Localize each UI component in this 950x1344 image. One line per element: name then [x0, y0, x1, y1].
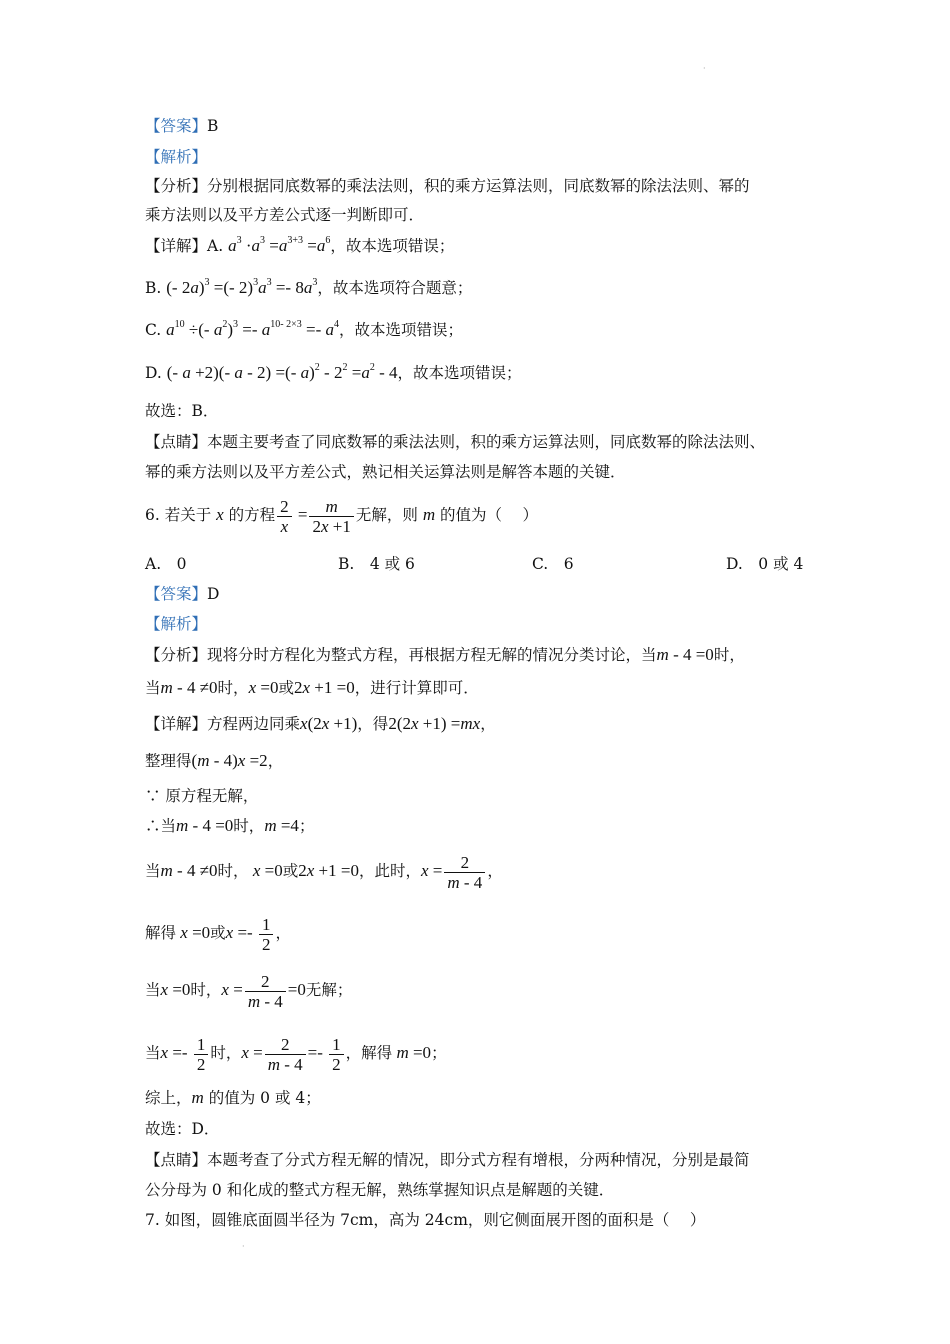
detail-tag: 【详解】 — [145, 237, 208, 255]
page-mark-bottom: · — [242, 1242, 245, 1251]
dianjing-tag: 【点睛】 — [145, 1151, 208, 1169]
q5-answer-line — [145, 116, 218, 136]
fenxi-tag: 【分析】 — [145, 177, 208, 195]
q5-dianjing-line1: 【点睛】本题主要考查了同底数幂的乘法法则，积的乘方运算法则，同底数幂的除法法则、 — [145, 433, 766, 451]
q6-case3: 当x =0时，x = $\frac{2}{m - 4}$ =0无解； — [145, 971, 353, 1011]
q6-dianjing-line2: 公分母为 0 和化成的整式方程无解，熟练掌握知识点是解题的关键． — [145, 1181, 615, 1199]
q6-dianjing-line1: 【点睛】本题考查了分式方程无解的情况，即分式方程有增根，分两种情况，分别是最简 — [145, 1151, 750, 1169]
answer-value: D — [207, 585, 220, 603]
formula-b: (- 2a)$^3$ =(- $2)^3a^3 =- 8a^3$ — [166, 277, 318, 297]
fraction-2-over-m4: $\frac{2}{m - 4}$ — [265, 1035, 306, 1074]
answer-tag: 【答案】 — [145, 585, 208, 603]
answer-value: B — [207, 117, 219, 135]
q5-option-c: C. $a^{10}$ ÷(- $a^2)^3 =- a^{10- 2\times 3} =- a^4$，故本选项错误； — [145, 319, 463, 339]
q6-fenxi-line2: 当m - 4 ≠0时，x =0或2x +1 =0，进行计算即可． — [145, 678, 479, 697]
q5-dianjing-line2: 幂的乘方法则以及平方差公式，熟记相关运算法则是解答本题的关键． — [145, 463, 626, 481]
q6-answer-line — [145, 584, 219, 604]
q5-analysis-tag: 【解析】 — [145, 148, 208, 166]
page-mark-top: · — [703, 64, 706, 73]
q5-option-b: B. (- 2a)$^3$ =(- $2)^3a^3 =- 8a^3$，故本选项符合题意； — [145, 277, 473, 297]
q6-option-d[interactable]: D. 0 或 4 — [726, 555, 804, 573]
q6-detail-line1: 【详解】方程两边同乘x(2x +1)，得2(2x +1) =mx， — [145, 714, 496, 733]
fenxi-tag: 【分析】 — [145, 646, 208, 664]
q6-option-a[interactable]: A. 0 — [145, 555, 187, 573]
fraction-m-over-2x1: $\frac{m}{2x +1}$ — [309, 497, 353, 536]
formula-c: $a^{10}$ ÷(- $a^2)^3 =- a^{10- 2\times 3} =- a^4$ — [166, 319, 339, 339]
q6-option-c[interactable]: C. 6 — [532, 555, 574, 573]
q5-fenxi-line1 — [145, 176, 750, 196]
q6-detail-line2: 整理得(m - 4)x =2， — [145, 751, 284, 770]
q7-stem: 7. 如图，圆锥底面圆半径为 7cm，高为 24cm，则它侧面展开图的面积是（ ） — [145, 1211, 706, 1229]
fraction-2-over-x: $\frac{2}{x}$ — [277, 497, 292, 536]
q6-option-b[interactable]: B. 4 或 6 — [338, 555, 415, 573]
q5-fenxi-line2: 乘方法则以及平方差公式逐一判断即可． — [145, 206, 425, 224]
q5-choose: 故选：B． — [145, 402, 219, 420]
q6-stem: 6. 若关于 x 的方程 $\frac{2}{x}$ = $\frac{m}{2x +1}$ 无解，则 m 的值为（ ） — [145, 496, 538, 536]
q6-case2: 当m - 4 ≠0时， x =0或2x +1 =0，此时，x = $\frac{2}{m - 4}$ ， — [145, 852, 503, 892]
fraction-1-over-2: $\frac{1}{2}$ — [259, 915, 274, 954]
fraction-2-over-m4: $\frac{2}{m - 4}$ — [444, 853, 485, 892]
q6-analysis-tag: 【解析】 — [145, 615, 208, 633]
q6-case4: 当x =- $\frac{1}{2}$ 时，x = $\frac{2}{m - 4}$ =- $\frac{1}{2}$ ，解得 m =0； — [145, 1034, 447, 1074]
q6-therefore: ∴当m - 4 =0时，m =4； — [145, 816, 315, 835]
dianjing-tag: 【点睛】 — [145, 433, 208, 451]
fraction-1-over-2: $\frac{1}{2}$ — [329, 1035, 344, 1074]
q6-because: ∵ 原方程无解， — [145, 787, 259, 805]
fenxi-text: 分别根据同底数幂的乘法法则，积的乘方运算法则，同底数幂的除法法则、幂的 — [207, 177, 750, 195]
detail-tag: 【详解】 — [145, 715, 208, 733]
q6-choose: 故选：D． — [145, 1120, 220, 1138]
formula-d: (- a +2)(- a - 2) =(- $a)^2 - 2^2 =a^2 - 4$ — [166, 362, 398, 382]
q5-option-d: D. (- a +2)(- a - 2) =(- $a)^2 - 2^2 =a^2 - 4$，故本选项错误； — [145, 362, 522, 382]
fraction-2-over-m4: $\frac{2}{m - 4}$ — [245, 972, 286, 1011]
q6-summary: 综上，m 的值为 0 或 4； — [145, 1088, 321, 1107]
q6-solve: 解得 x =0或x =- $\frac{1}{2}$ ， — [145, 914, 291, 954]
q5-detail-a: 【详解】A. $a^3 \cdot a^3 =a^{3+3} =a^6$，故本选项错误； — [145, 235, 455, 255]
fraction-1-over-2: $\frac{1}{2}$ — [194, 1035, 209, 1074]
formula-a: $a^3 \cdot a^3 =a^{3+3} =a^6$ — [228, 235, 331, 255]
answer-tag: 【答案】 — [145, 117, 208, 135]
q6-fenxi-line1: 【分析】现将分时方程化为整式方程，再根据方程无解的情况分类讨论，当m - 4 =0时， — [145, 645, 745, 664]
